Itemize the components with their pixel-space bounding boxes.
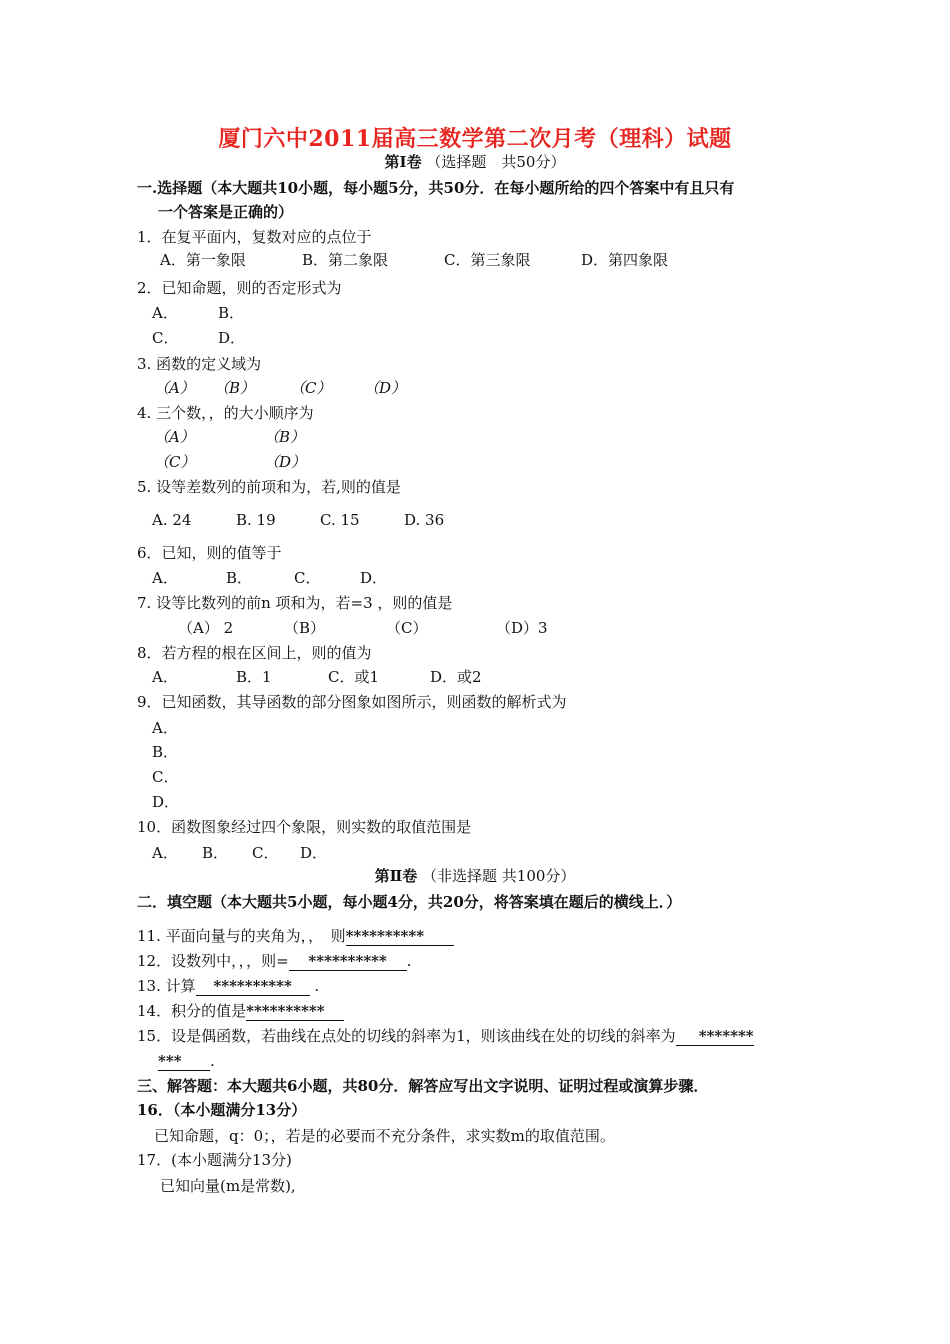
q12-stem: 12．设数列中，，，则= <box>137 952 289 970</box>
q15-answer-blank-cont: *** <box>158 1052 210 1071</box>
q6-option-a: A． <box>152 569 178 587</box>
q13 <box>137 976 319 996</box>
q5-stem: 5. 设等差数列的前项和为，若,则的值是 <box>137 478 401 496</box>
q10-option-b: B． <box>202 844 229 862</box>
section3-heading: 三、解答题：本大题共6小题，共80分．解答应写出文字说明、证明过程或演算步骤． <box>137 1077 709 1095</box>
q9-option-d: D． <box>152 793 180 811</box>
q13-stem: 13. 计算 <box>137 977 196 995</box>
q1-stem: 1．在复平面内，复数对应的点位于 <box>137 228 372 246</box>
q4-option-b: （B） <box>264 428 306 446</box>
q8-stem: 8．若方程的根在区间上，则的值为 <box>137 644 372 662</box>
q10-option-a: A． <box>152 844 178 862</box>
q4-options-row1 <box>154 427 305 447</box>
q5-option-c: C. 15 <box>320 511 360 529</box>
q7-option-a: （A） 2 <box>178 619 234 637</box>
q5-option-b: B. 19 <box>236 511 276 529</box>
q16-text: 已知命题，q：0；，若是的必要而不充分条件，求实数m的取值范围。 <box>154 1127 615 1145</box>
q10-option-c: C． <box>252 844 279 862</box>
q15-cont <box>158 1051 215 1071</box>
q10-option-d: D． <box>300 844 328 862</box>
part1-note: （选择题 共50分） <box>426 153 566 171</box>
q8-options <box>152 667 482 687</box>
q2-option-d: D． <box>218 329 246 347</box>
q2-options-row2 <box>152 328 245 348</box>
q3-option-d: （D） <box>364 379 407 397</box>
q11 <box>137 926 454 946</box>
q3-option-c: （C） <box>290 379 332 397</box>
q9-option-b: B． <box>152 743 179 761</box>
q5-options <box>152 510 444 530</box>
q1-option-a: A．第一象限 <box>160 251 246 269</box>
q11-stem: 11. 平面向量与的夹角为，， 则 <box>137 927 346 945</box>
q6-options <box>152 568 387 588</box>
q6-option-d: D． <box>360 569 388 587</box>
part1-heading: 第Ⅰ卷 <box>384 153 422 171</box>
q14 <box>137 1001 344 1021</box>
q2-stem: 2．已知命题，则的否定形式为 <box>137 279 342 297</box>
q9-option-a: A． <box>152 719 178 737</box>
q7-stem: 7. 设等比数列的前n 项和为，若=3 ，则的值是 <box>137 594 453 612</box>
q14-answer-blank: ********** <box>246 1002 344 1021</box>
q11-answer-blank: ********** <box>346 927 454 946</box>
q10-stem: 10．函数图象经过四个象限，则实数的取值范围是 <box>137 818 472 836</box>
q17-text: 已知向量(m是常数), <box>160 1177 296 1195</box>
q6-option-c: C． <box>294 569 321 587</box>
q2-option-c: C． <box>152 329 179 347</box>
q3-options <box>154 378 406 398</box>
q6-option-b: B． <box>226 569 253 587</box>
q15-stem: 15．设是偶函数，若曲线在点处的切线的斜率为1，则该曲线在处的切线的斜率为 <box>137 1027 676 1045</box>
q5-option-a: A. 24 <box>152 511 192 529</box>
q6-stem: 6．已知，则的值等于 <box>137 544 282 562</box>
q13-answer-blank: ********** <box>196 977 310 996</box>
q4-option-c: （C） <box>154 453 196 471</box>
q2-option-b: B． <box>218 304 245 322</box>
q15-answer-blank: ******* <box>676 1027 754 1046</box>
q14-stem: 14．积分的值是 <box>137 1002 247 1020</box>
q17-heading: 17．(本小题满分13分) <box>137 1151 292 1169</box>
q7-option-d: （D）3 <box>496 619 548 637</box>
q12-end: . <box>406 952 412 970</box>
q1-options <box>160 250 668 270</box>
part2-note: （非选择题 共100分） <box>422 867 576 885</box>
section2-heading: 二．填空题（本大题共5小题，每小题4分，共20分，将答案填在题后的横线上．） <box>137 893 682 911</box>
q15 <box>137 1026 754 1046</box>
q4-options-row2 <box>154 452 306 472</box>
q2-option-a: A． <box>152 304 178 322</box>
q12-answer-blank: ********** <box>289 952 407 971</box>
q7-option-b: （B） <box>284 619 326 637</box>
section1-heading-cont: 一个答案是正确的） <box>158 203 294 221</box>
q15-end: . <box>210 1052 215 1070</box>
q4-option-a: （A） <box>154 428 195 446</box>
part2-header <box>0 866 950 886</box>
q3-option-a: （A） <box>154 379 195 397</box>
q12 <box>137 951 411 971</box>
q3-option-b: （B） <box>214 379 256 397</box>
q7-option-c: （C） <box>386 619 428 637</box>
q1-option-b: B．第二象限 <box>302 251 389 269</box>
q1-option-d: D．第四象限 <box>581 251 669 269</box>
q2-options-row1 <box>152 303 244 323</box>
q4-stem: 4. 三个数，，的大小顺序为 <box>137 404 314 422</box>
q10-options <box>152 843 327 863</box>
q8-option-d: D．或2 <box>430 668 482 686</box>
q5-option-d: D. 36 <box>404 511 445 529</box>
q7-options <box>178 618 548 638</box>
q1-option-c: C．第三象限 <box>444 251 531 269</box>
q13-end: . <box>314 977 320 995</box>
part2-heading: 第Ⅱ卷 <box>374 867 418 885</box>
q8-option-c: C．或1 <box>328 668 380 686</box>
part1-header <box>0 152 950 172</box>
q3-stem: 3. 函数的定义域为 <box>137 355 262 373</box>
q9-option-c: C． <box>152 768 179 786</box>
section1-heading: 一.选择题（本大题共10小题，每小题5分，共50分．在每小题所给的四个答案中有且只有 <box>137 179 735 197</box>
q9-stem: 9．已知函数，其导函数的部分图象如图所示，则函数的解析式为 <box>137 693 567 711</box>
q4-option-d: （D） <box>264 453 307 471</box>
q16-heading: 16．（本小题满分13分） <box>137 1101 307 1119</box>
exam-title: 厦门六中2011届高三数学第二次月考（理科）试题 <box>218 126 732 152</box>
q8-option-a: A． <box>152 668 178 686</box>
q8-option-b: B．1 <box>236 668 272 686</box>
